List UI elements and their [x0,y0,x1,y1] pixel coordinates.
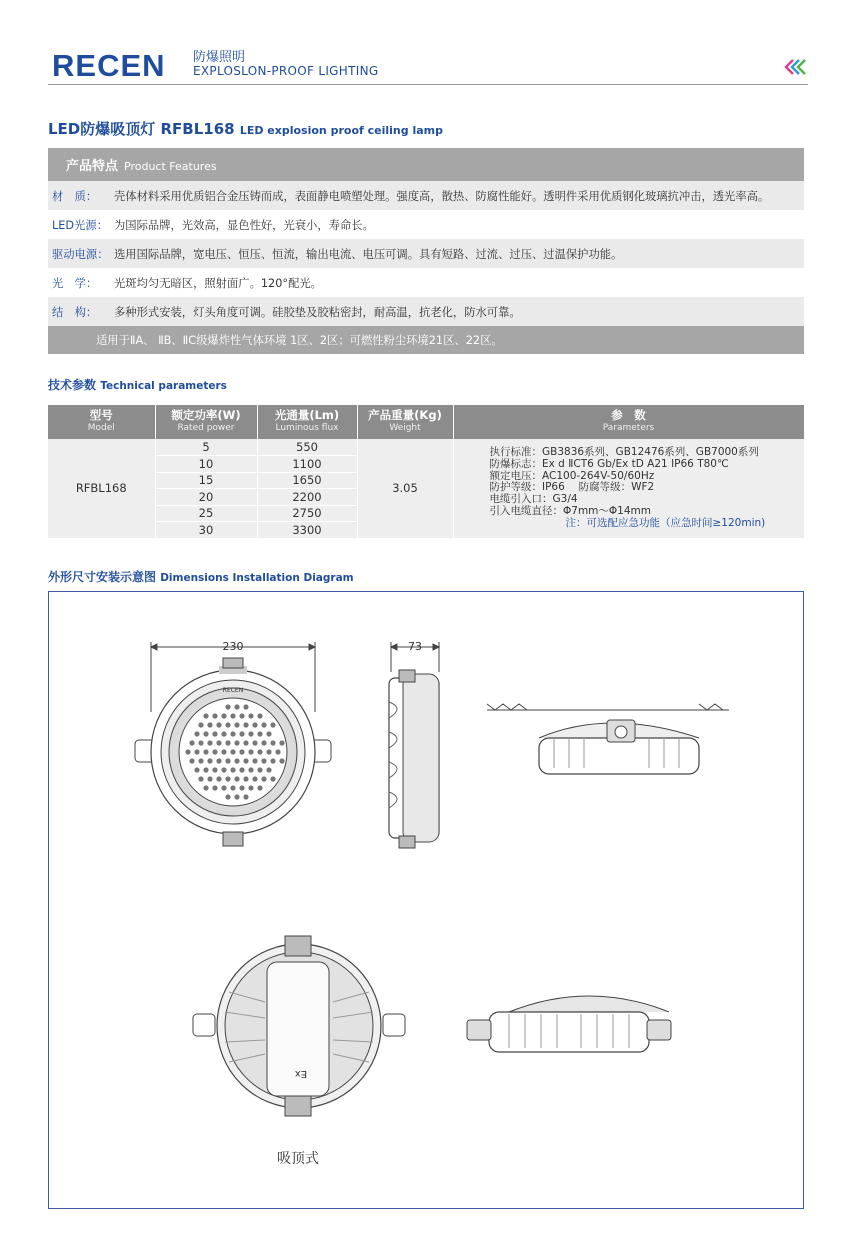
flux-cell: 1650 [257,472,357,489]
led-dot [248,731,253,736]
led-dot [221,749,226,754]
led-dot [239,749,244,754]
model-cell: RFBL168 [48,439,155,538]
power-cell: 25 [155,505,257,522]
flux-cell: 1100 [257,456,357,473]
led-dot [212,731,217,736]
led-dot [243,740,248,745]
col-header-en: Luminous flux [275,423,339,433]
led-dot [239,713,244,718]
led-dot [216,722,221,727]
led-dot [239,731,244,736]
power-cell: 20 [155,489,257,506]
led-dot [225,740,230,745]
led-dot [212,713,217,718]
led-dot [185,749,190,754]
product-title-en: LED explosion proof ceiling lamp [239,124,443,137]
feature-value: 光斑均匀无暗区，照射面广。120°配光。 [114,276,322,290]
flux-cell: 2200 [257,489,357,506]
header-divider [48,84,808,85]
flux-cell: 2750 [257,505,357,522]
led-dot [207,740,212,745]
led-dot [234,704,239,709]
feature-key: 结 构： [52,305,98,319]
feature-key: LED光源： [52,218,109,232]
led-dot [207,758,212,763]
led-dot [257,785,262,790]
led-dot [203,767,208,772]
table-row [48,439,804,456]
led-dot [252,722,257,727]
param-line: 防护等级：IP66 防腐等级：WF2 [489,481,655,494]
led-dot [261,758,266,763]
led-dot [257,731,262,736]
led-dot [230,713,235,718]
led-dot [257,713,262,718]
col-header-flux [257,405,357,439]
led-dot [225,722,230,727]
features-title-en: Product Features [124,159,217,173]
product-title [48,118,443,139]
led-dot [198,776,203,781]
param-line: 执行标准：GB3836系列、GB12476系列、GB7000系列 [489,445,759,458]
brand-name-cn: 防爆照明 [193,50,246,65]
led-dot [212,749,217,754]
feature-value: 为国际品牌，光效高，显色性好，光衰小，寿命长。 [114,218,374,232]
led-dot [230,785,235,790]
feature-value: 多种形式安装，灯头角度可调。硅胶垫及胶粘密封，耐高温，抗老化，防水可靠。 [114,305,521,319]
led-dot [230,749,235,754]
led-dot [234,740,239,745]
param-line: 防爆标志：Ex d ⅡCT6 Gb/Ex tD A21 IP66 T80℃ [489,457,729,470]
param-note: 注：可选配应急功能（应急时间≥120min) [565,516,766,529]
led-dot [243,758,248,763]
led-dot [216,776,221,781]
col-header-en: Weight [389,423,421,433]
feature-value: 选用国际品牌，宽电压、恒压、恒流，输出电流、电压可调。具有短路、过流、过压、过温保护功能。 [114,247,623,261]
led-dot [221,785,226,790]
tech-params-title-cn: 技术参数 [48,378,97,392]
side-profile-drawing [467,996,671,1052]
led-dot [221,767,226,772]
led-dot [266,767,271,772]
feature-key: 驱动电源： [52,247,109,261]
mount-type-caption: 吸顶式 [277,1151,319,1167]
led-dot [198,740,203,745]
product-title-cn: LED防爆吸顶灯 RFBL168 [48,120,235,138]
param-line: 引入电缆直径：Φ7mm～Φ14mm [489,504,651,517]
led-dot [279,740,284,745]
led-dot [261,776,266,781]
led-dot [270,758,275,763]
param-line: 额定电压：AC100-264V-50/60Hz [489,469,655,482]
led-dot [234,776,239,781]
col-header-cn: 型号 [89,408,113,422]
led-dot [216,740,221,745]
brand-logo: RECEN [52,48,166,83]
flux-cell: 3300 [257,522,357,539]
led-dot [216,758,221,763]
led-dot [243,722,248,727]
feature-row [48,297,804,326]
led-dot [252,740,257,745]
led-dot [207,722,212,727]
led-dot [234,794,239,799]
led-dot [203,713,208,718]
led-dot [221,731,226,736]
led-dot [243,704,248,709]
col-header-model [48,405,155,439]
col-header-en: Rated power [177,423,235,433]
led-dot [194,767,199,772]
led-dot [194,731,199,736]
feature-row [48,268,804,297]
tech-params-table [48,405,805,539]
features-title-cn: 产品特点 [66,159,119,174]
brand-name-en: EXPLOSLON-PROOF LIGHTING [193,64,379,78]
col-header-cn: 产品重量(Kg) [368,408,442,422]
led-dot [221,713,226,718]
dimension-drawings [49,592,805,1210]
led-dot [198,722,203,727]
feature-row [48,210,804,239]
col-header-cn: 参 数 [611,408,646,422]
led-dot [252,758,257,763]
depth-dimension-label: 73 [408,640,422,653]
diagram-frame [48,591,804,1209]
led-dot [266,731,271,736]
back-view-drawing [193,936,405,1116]
led-dot [225,776,230,781]
led-dot [248,767,253,772]
side-view-drawing [389,642,439,848]
led-dot [203,749,208,754]
col-header-power [155,405,257,439]
feature-row [48,239,804,268]
ex-mark-label: Ex [294,1068,308,1079]
led-dot [279,758,284,763]
feature-value: 壳体材料采用优质铝合金压铸而成，表面静电喷塑处理。强度高，散热、防腐性能好。透明件采用优质钢化玻璃抗冲击，透光率高。 [114,189,770,203]
led-dot [225,794,230,799]
led-dot [243,776,248,781]
led-dot [239,785,244,790]
led-dot [248,713,253,718]
led-dot [225,758,230,763]
col-header-cn: 额定功率(W) [171,408,241,422]
ceiling-mount-view-drawing [487,704,729,774]
weight-cell: 3.05 [357,439,453,538]
led-dot [252,776,257,781]
tech-params-title-en: Technical parameters [100,380,227,392]
feature-key: 光 学： [52,276,98,290]
feature-row [48,181,804,210]
led-dot [234,758,239,763]
tech-params-title [48,376,227,393]
col-header-en: Model [87,423,115,433]
led-dot [270,722,275,727]
front-view-drawing [135,642,331,846]
led-dot [225,704,230,709]
param-line: 电缆引入口：G3/4 [489,493,578,506]
led-dot [248,749,253,754]
led-dot [275,749,280,754]
col-header-cn: 光通量(Lm) [274,408,340,422]
led-dot [257,767,262,772]
diagram-title-cn: 外形尺寸安装示意图 [48,570,157,584]
params-cell [453,439,804,538]
power-cell: 10 [155,456,257,473]
led-dot [248,785,253,790]
power-cell: 5 [155,439,257,456]
led-dot [261,722,266,727]
led-dot [230,767,235,772]
led-dot [270,776,275,781]
table-header-row [48,405,804,439]
led-dot [203,731,208,736]
led-dot [189,758,194,763]
led-dot [212,785,217,790]
features-header [48,148,804,181]
diagram-title-en: Dimensions Installation Diagram [160,572,354,584]
led-dot [234,722,239,727]
led-dot [203,785,208,790]
led-dot [212,767,217,772]
col-header-params [453,405,804,439]
led-dot [194,749,199,754]
col-header-en: Parameters [602,423,655,433]
diagram-title [48,568,354,585]
power-cell: 15 [155,472,257,489]
width-dimension-label: 230 [222,640,244,653]
flux-cell: 550 [257,439,357,456]
front-badge-label: RECEN [222,687,244,694]
led-dot [198,758,203,763]
led-dot [270,740,275,745]
led-dot [189,740,194,745]
features-applicability: 适用于ⅡA、 ⅡB、ⅡC级爆炸性气体环境 1区、2区；可燃性粉尘环境21区、22区。 [48,326,804,354]
feature-key: 材 质： [52,189,98,203]
triple-chevron-left-icon [784,58,808,76]
led-dot [239,767,244,772]
led-dot [266,749,271,754]
led-dot [230,731,235,736]
col-header-weight [357,405,453,439]
product-features [48,148,804,354]
led-dot [243,794,248,799]
led-dot [261,740,266,745]
led-dot [257,749,262,754]
led-dot [207,776,212,781]
power-cell: 30 [155,522,257,539]
